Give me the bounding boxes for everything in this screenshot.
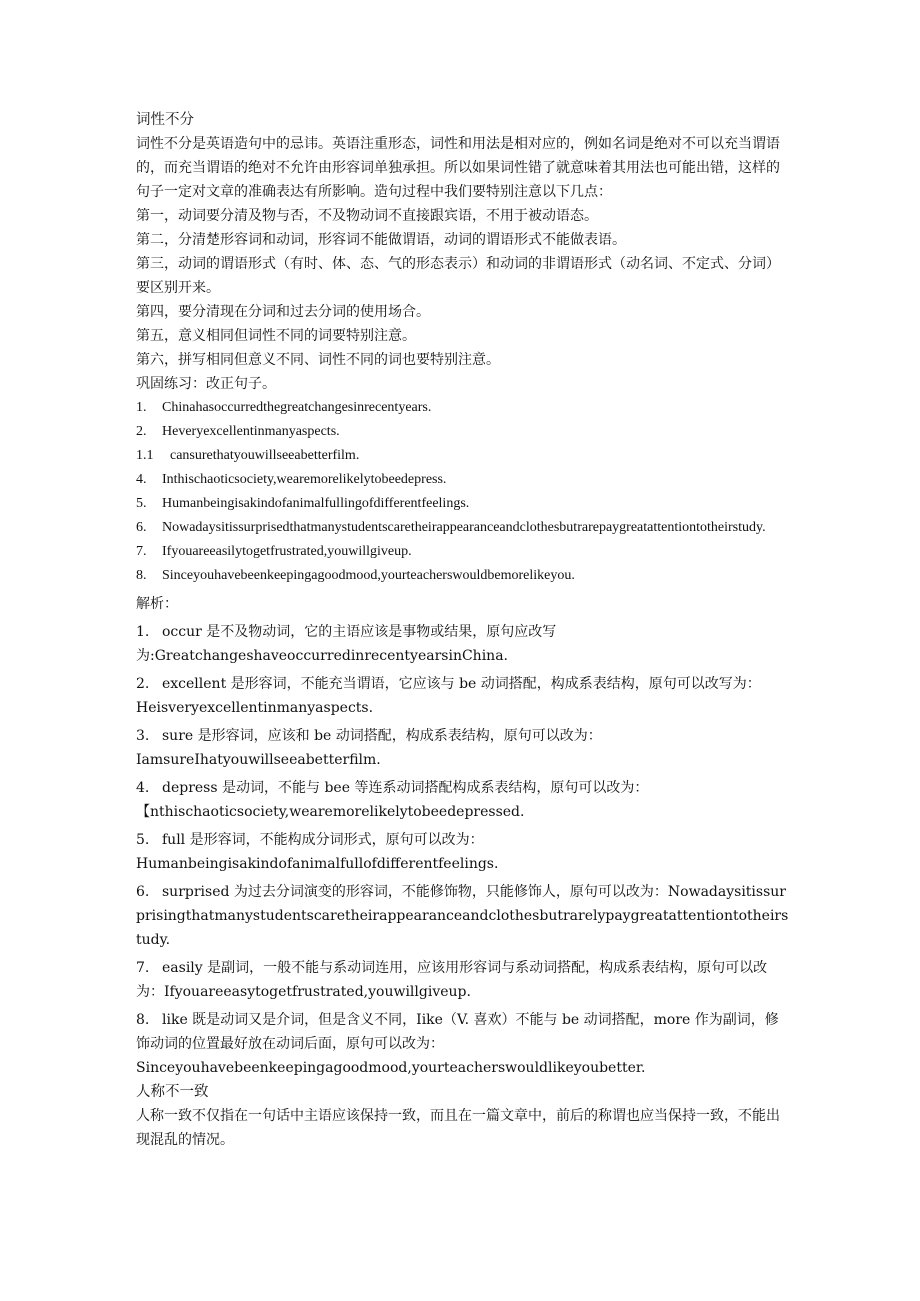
exercise-item [136,564,790,588]
exercise-item [136,444,790,468]
rule-5: 第五，意义相同但词性不同的词要特别注意。 [136,328,416,344]
analysis-number: 8. [136,1012,150,1028]
analysis-item [136,672,790,720]
exercise-item [136,492,790,516]
section-heading-cixing: 词性不分 [136,112,194,128]
exercise-number: 8. [136,568,147,583]
exercise-number: 2. [136,424,147,439]
analysis-item [136,776,790,824]
analysis-number: 7. [136,960,150,976]
analysis-text: like 既是动词又是介词，但是含义不同，Iike（V. 喜欢）不能与 be 动词搭配，more 作为副词，修饰动词的位置最好放在动词后面，原句可以改为：Sinceyouhavebeenkeepingagoodmood,yourteacherswouldlikeyoubetter. [136,1012,779,1076]
exercise-heading: 巩固练习：改正句子。 [136,376,276,392]
document-body [136,108,790,1152]
exercise-item [136,468,790,492]
analysis-text: depress 是动词，不能与 bee 等连系动词搭配构成系表结构，原句可以改为：【nthischaoticsociety,wearemorelikelytobeedepressed. [136,780,649,820]
exercise-number: 1. [136,400,147,415]
analysis-item [136,1008,790,1080]
analysis-number: 3. [136,728,150,744]
exercise-text: Heveryexcellentinmanyaspects. [162,424,340,439]
analysis-text: full 是形容词，不能构成分词形式，原句可以改为：Humanbeingisakindofanimalfullofdifferentfeelings. [136,832,499,872]
analysis-text: surprised 为过去分词演变的形容词，不能修饰物，只能修饰人，原句可以改为：Nowadaysitissurprisingthatmanystudentscaretheirappearanceandclothesbutrarelypaygreatattentiontotheirstudy. [136,884,789,948]
rule-4: 第四，要分清现在分词和过去分词的使用场合。 [136,304,430,320]
analysis-item [136,956,790,1004]
exercise-text: Nowadaysitissurprisedthatmanystudentscaretheirappearanceandclothesbutrarepaygreatattentiontotheirstudy. [162,520,766,535]
analysis-heading: 解析： [136,596,178,612]
rule-1: 第一，动词要分清及物与否，不及物动词不直接跟宾语，不用于被动语态。 [136,208,598,224]
analysis-number: 6. [136,884,150,900]
exercise-number: 6. [136,520,147,535]
exercise-item [136,420,790,444]
analysis-number: 4. [136,780,150,796]
analysis-text: easily 是副词，一般不能与系动词连用，应该用形容词与系动词搭配，构成系表结构，原句可以改为：Ifyouareeasytogetfrustrated,youwillgiveup. [136,960,768,1000]
analysis-number: 2. [136,676,150,692]
analysis-item [136,620,790,668]
analysis-item [136,880,790,952]
exercise-number: 1.1 [136,448,154,463]
exercise-text: Humanbeingisakindofanimalfullingofdifferentfeelings. [162,496,470,511]
section2-intro-paragraph: 人称一致不仅指在一句话中主语应该保持一致，而且在一篇文章中，前后的称谓也应当保持一致，不能出现混乱的情况。 [136,1108,780,1148]
exercise-text: Inthischaoticsociety,wearemorelikelytobeedepress. [162,472,447,487]
rule-2: 第二，分清楚形容词和动词，形容词不能做谓语，动词的谓语形式不能做表语。 [136,232,626,248]
exercise-text: Chinahasoccurredthegreatchangesinrecentyears. [162,400,432,415]
exercise-item [136,540,790,564]
analysis-item [136,828,790,876]
exercise-text: Sinceyouhavebeenkeepingagoodmood,yourteacherswouldbemorelikeyou. [162,568,575,583]
section-heading-renchen: 人称不一致 [136,1084,209,1100]
analysis-text: occur 是不及物动词，它的主语应该是事物或结果，原句应改写为:GreatchangeshaveoccurredinrecentyearsinChina. [136,624,557,664]
rule-6: 第六，拼写相同但意义不同、词性不同的词也要特别注意。 [136,352,500,368]
exercise-number: 7. [136,544,147,559]
section-intro-paragraph: 词性不分是英语造句中的忌讳。英语注重形态，词性和用法是相对应的，例如名词是绝对不可以充当谓语的，而充当谓语的绝对不允许由形容词单独承担。所以如果词性错了就意味着其用法也可能出错，这样的句子一定对文章的准确表达有所影响。造句过程中我们要特别注意以下几点： [136,136,780,200]
exercise-text: cansurethatyouwillseeabetterfilm. [170,448,360,463]
exercise-item [136,396,790,420]
analysis-number: 1. [136,624,150,640]
exercise-number: 4. [136,472,147,487]
analysis-text: excellent 是形容词，不能充当谓语，它应该与 be 动词搭配，构成系表结构，原句可以改写为：Heisveryexcellentinmanyaspects. [136,676,761,716]
exercise-text: Ifyouareeasilytogetfrustrated,youwillgiveup. [162,544,412,559]
analysis-item [136,724,790,772]
analysis-text: sure 是形容词，应该和 be 动词搭配，构成系表结构，原句可以改为：IamsureIhatyouwillseeabetterfilm. [136,728,602,768]
exercise-item [136,516,790,540]
analysis-number: 5. [136,832,150,848]
exercise-number: 5. [136,496,147,511]
rule-3: 第三，动词的谓语形式（有时、体、态、气的形态表示）和动词的非谓语形式（动名词、不定式、分词）要区别开来。 [136,256,780,296]
